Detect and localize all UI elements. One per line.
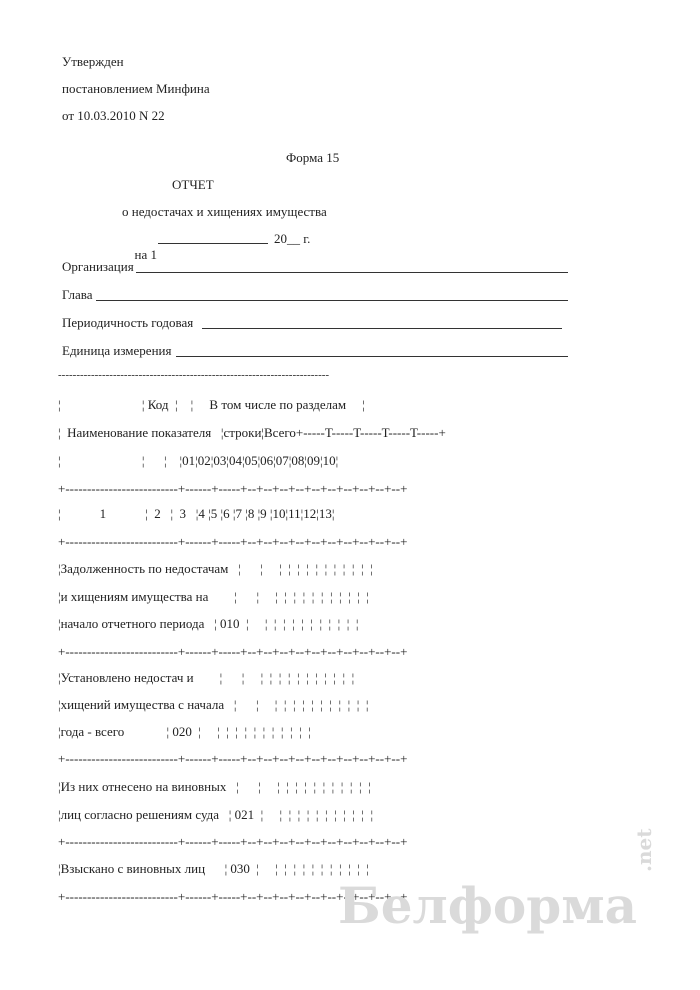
- form-number: Форма 15: [286, 150, 340, 165]
- table-row: ¦Установлено недостач и ¦ ¦ ¦ ¦ ¦ ¦ ¦ ¦ ¦ ¦ ¦ ¦ ¦: [58, 670, 355, 685]
- field-head-line: [96, 300, 568, 301]
- field-organization-label: Организация: [62, 259, 134, 274]
- watermark-logo: Белформа: [338, 876, 638, 935]
- table-row: ¦Взыскано с виновных лиц ¦ 030 ¦ ¦ ¦ ¦ ¦ ¦ ¦ ¦ ¦ ¦ ¦ ¦: [58, 861, 369, 876]
- table-column-numbers: ¦ 1 ¦ 2 ¦ 3 ¦4 ¦5 ¦6 ¦7 ¦8 ¦9 ¦10¦11¦12¦13¦: [58, 506, 335, 521]
- approval-line-3: от 10.03.2010 N 22: [62, 108, 165, 123]
- table-separator: +--------------------------+------+-----+--+--+--+--+--+--+--+--+--+--+: [58, 481, 408, 496]
- table-header-1: ¦ ¦ Код ¦ ¦ В том числе по разделам ¦: [58, 397, 365, 412]
- approval-line-1: Утвержден: [62, 54, 124, 69]
- table-separator: +--------------------------+------+-----+--+--+--+--+--+--+--+--+--+--+: [58, 534, 408, 549]
- table-separator: +--------------------------+------+-----+--+--+--+--+--+--+--+--+--+--+: [58, 889, 408, 904]
- table-separator: +--------------------------+------+-----+--+--+--+--+--+--+--+--+--+--+: [58, 834, 408, 849]
- field-head-label: Глава: [62, 287, 93, 302]
- date-prefix: на 1: [134, 247, 157, 262]
- field-periodicity-line: [202, 328, 562, 329]
- field-unit-line: [176, 356, 568, 357]
- field-unit-label: Единица измерения: [62, 343, 172, 358]
- table-row: ¦Из них отнесено на виновных ¦ ¦ ¦ ¦ ¦ ¦ ¦ ¦ ¦ ¦ ¦ ¦ ¦: [58, 779, 371, 794]
- table-separator: +--------------------------+------+-----+--+--+--+--+--+--+--+--+--+--+: [58, 644, 408, 659]
- field-periodicity-label: Периодичность годовая: [62, 315, 194, 330]
- table-row: ¦начало отчетного периода ¦ 010 ¦ ¦ ¦ ¦ ¦ ¦ ¦ ¦ ¦ ¦ ¦ ¦: [58, 616, 359, 631]
- report-title: ОТЧЕТ: [172, 177, 214, 192]
- table-row: ¦Задолженность по недостачам ¦ ¦ ¦ ¦ ¦ ¦ ¦ ¦ ¦ ¦ ¦ ¦ ¦: [58, 561, 373, 576]
- watermark-suffix: .net: [632, 828, 656, 872]
- table-row: ¦и хищениям имущества на ¦ ¦ ¦ ¦ ¦ ¦ ¦ ¦ ¦ ¦ ¦ ¦ ¦: [58, 589, 369, 604]
- table-row: ¦года - всего ¦ 020 ¦ ¦ ¦ ¦ ¦ ¦ ¦ ¦ ¦ ¦ ¦ ¦: [58, 724, 311, 739]
- table-top-rule: --------------------------------------------------------------------------: [58, 369, 330, 381]
- field-organization-line: [136, 272, 568, 273]
- table-separator: +--------------------------+------+-----+--+--+--+--+--+--+--+--+--+--+: [58, 751, 408, 766]
- table-header-3: ¦ ¦ ¦ ¦01¦02¦03¦04¦05¦06¦07¦08¦09¦10¦: [58, 453, 339, 468]
- table-row: ¦лиц согласно решениям суда ¦ 021 ¦ ¦ ¦ ¦ ¦ ¦ ¦ ¦ ¦ ¦ ¦ ¦: [58, 807, 374, 822]
- table-header-2: ¦ Наименование показателя ¦строки¦Всего+-----T-----T-----T-----T-----+: [58, 425, 446, 440]
- table-row: ¦хищений имущества с начала ¦ ¦ ¦ ¦ ¦ ¦ ¦ ¦ ¦ ¦ ¦ ¦ ¦: [58, 697, 369, 712]
- approval-line-2: постановлением Минфина: [62, 81, 210, 96]
- report-subtitle: о недостачах и хищениях имущества: [122, 204, 327, 219]
- date-blank: [158, 243, 268, 244]
- date-year: 20__ г.: [274, 231, 311, 246]
